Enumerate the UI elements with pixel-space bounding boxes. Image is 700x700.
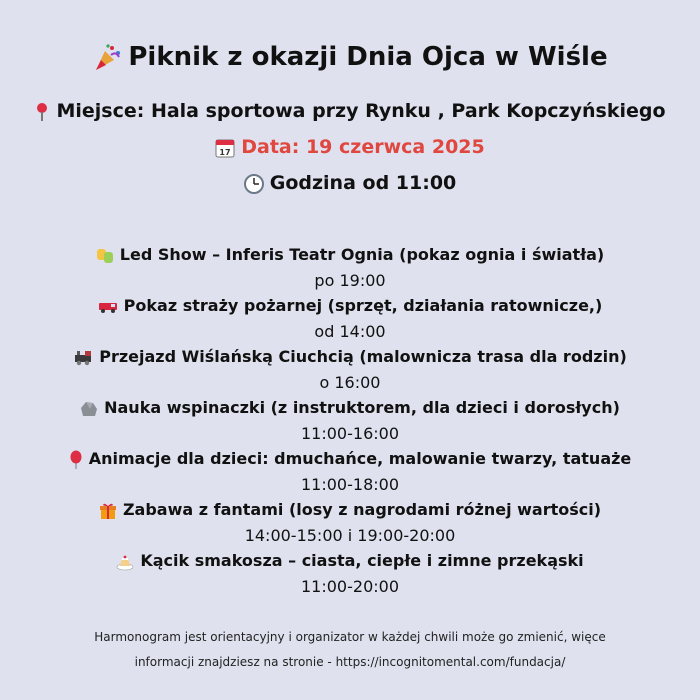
clock-icon bbox=[244, 174, 264, 194]
event-title-row bbox=[0, 347, 700, 366]
calendar-icon bbox=[215, 138, 235, 158]
rock-icon bbox=[80, 400, 98, 418]
gift-icon bbox=[99, 502, 117, 520]
event-title: Pokaz straży pożarnej (sprzęt, działania ratownicze,) bbox=[123, 296, 603, 315]
place-row bbox=[0, 100, 700, 122]
pin-icon bbox=[34, 102, 50, 122]
footer-note-line1: Harmonogram jest orientacyjny i organizator w każdej chwili może go zmienić, więce bbox=[94, 630, 606, 644]
event-title: Przejazd Wiślańską Ciuchcią (malownicza trasa dla rodzin) bbox=[99, 347, 627, 366]
event-time: 11:00-20:00 bbox=[301, 577, 399, 596]
event-title: Nauka wspinaczki (z instruktorem, dla dzieci i dorosłych) bbox=[104, 398, 620, 417]
event-title: Animacje dla dzieci: dmuchańce, malowanie twarzy, tatuaże bbox=[88, 449, 632, 468]
svg-text:17: 17 bbox=[219, 147, 231, 157]
event-title-row bbox=[0, 398, 700, 418]
event-time: 11:00-18:00 bbox=[301, 475, 399, 494]
event-title: Led Show – Inferis Teatr Ognia (pokaz ognia i światła) bbox=[119, 245, 605, 264]
event-time: o 16:00 bbox=[319, 373, 381, 392]
event-time: od 14:00 bbox=[314, 322, 386, 341]
event-title: Kącik smakosza – ciasta, ciepłe i zimne przekąski bbox=[140, 551, 584, 570]
footer-note-line2: informacji znajdziesz na stronie - https://incognitomental.com/fundacja/ bbox=[134, 655, 566, 669]
page-title: Piknik z okazji Dnia Ojca w Wiśle bbox=[128, 42, 608, 72]
event-title-row bbox=[0, 500, 700, 520]
party-popper-icon bbox=[92, 43, 122, 73]
locomotive-icon bbox=[73, 350, 93, 366]
cake-icon bbox=[116, 553, 134, 571]
event-time: po 19:00 bbox=[314, 271, 386, 290]
event-title-row bbox=[0, 551, 700, 571]
event-title-row bbox=[0, 449, 700, 470]
event-time: 11:00-16:00 bbox=[301, 424, 399, 443]
event-time: 14:00-15:00 i 19:00-20:00 bbox=[244, 526, 456, 545]
fire-engine-icon bbox=[98, 300, 118, 314]
theater-masks-icon bbox=[96, 248, 114, 264]
event-title: Zabawa z fantami (losy z nagrodami różnej wartości) bbox=[122, 500, 602, 519]
hour-row bbox=[0, 172, 700, 194]
place-text: Miejsce: Hala sportowa przy Rynku , Park Kopczyńskiego bbox=[56, 100, 666, 122]
date-text: Data: 19 czerwca 2025 bbox=[241, 136, 485, 158]
event-title-row bbox=[0, 245, 700, 264]
date-row bbox=[0, 136, 700, 158]
page-title-row bbox=[0, 42, 700, 73]
event-title-row bbox=[0, 296, 700, 315]
balloon-icon bbox=[69, 450, 83, 470]
hour-text: Godzina od 11:00 bbox=[269, 172, 457, 194]
